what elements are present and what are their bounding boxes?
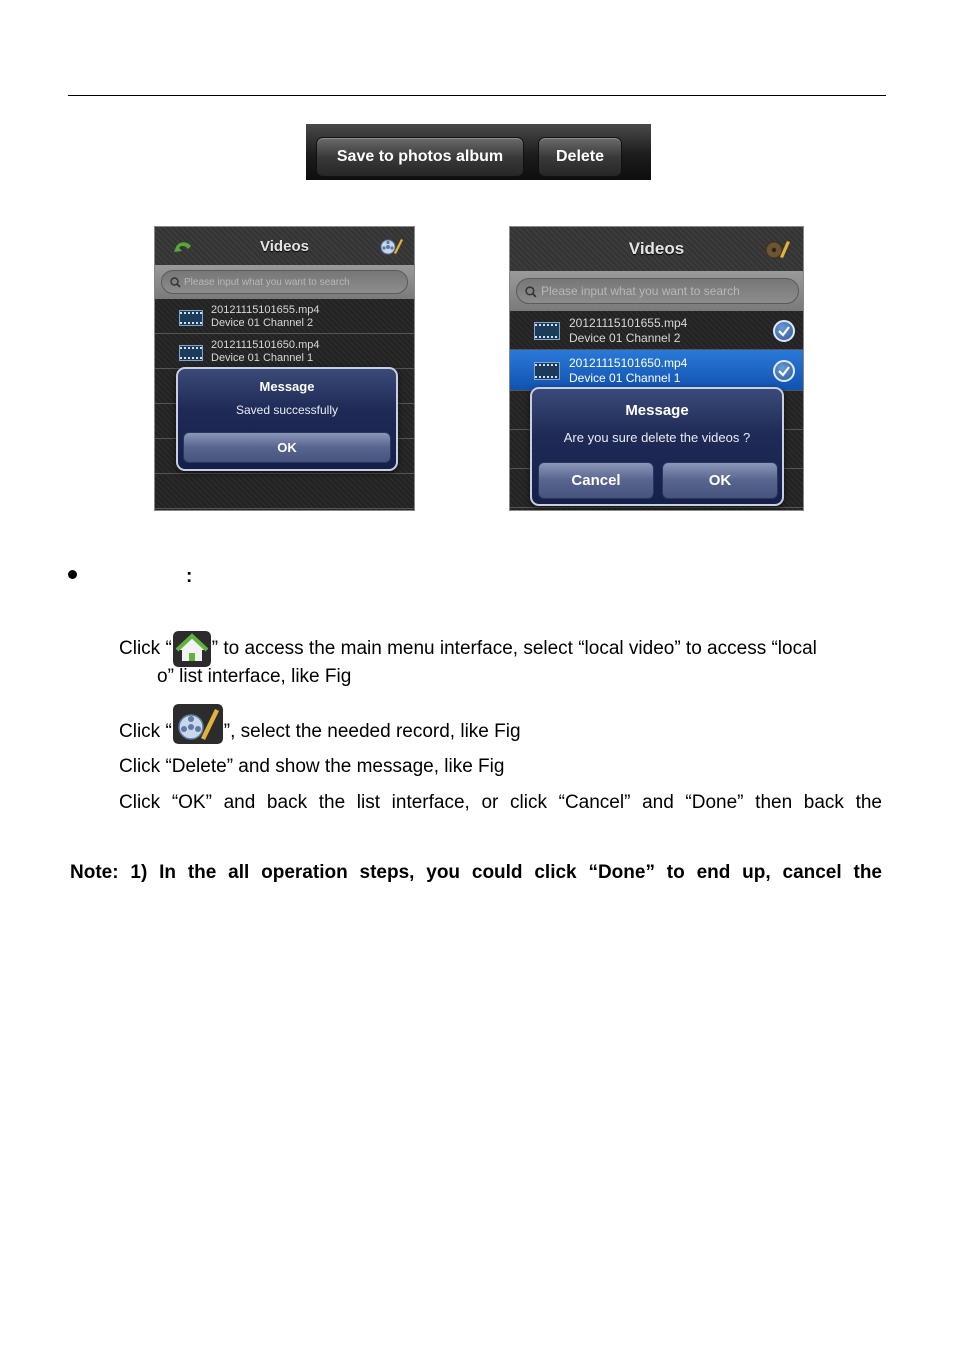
checkmark-icon[interactable] bbox=[773, 360, 795, 382]
list-item[interactable] bbox=[510, 311, 803, 350]
step-1-continued: o” list interface, like Fig bbox=[157, 666, 352, 687]
dialog-message: Are you sure delete the videos ? bbox=[563, 430, 751, 445]
search-icon bbox=[170, 277, 181, 288]
screen-saved-successfully bbox=[154, 226, 415, 511]
item-filename: 20121115101650.mp4 bbox=[211, 339, 320, 351]
nav-bar bbox=[155, 227, 414, 266]
item-device: Device 01 Channel 1 bbox=[211, 352, 314, 365]
search-input[interactable] bbox=[516, 278, 799, 304]
step-text: ” to access the main menu interface, select “local video” to access “local bbox=[211, 638, 817, 659]
save-to-album-button[interactable]: Save to photos album bbox=[316, 137, 524, 177]
search-bar bbox=[155, 265, 414, 299]
home-icon bbox=[173, 631, 211, 667]
search-bar bbox=[510, 271, 803, 311]
video-edit-icon[interactable] bbox=[380, 237, 404, 255]
back-arrow-icon[interactable] bbox=[173, 238, 195, 254]
step-2 bbox=[119, 700, 521, 744]
step-3: Click “Delete” and show the message, like Fig bbox=[119, 756, 505, 777]
confirm-dialog bbox=[530, 387, 784, 506]
page-title: Videos bbox=[260, 237, 309, 255]
item-filename: 20121115101655.mp4 bbox=[569, 316, 688, 330]
bullet bbox=[68, 570, 77, 579]
search-placeholder: Please input what you want to search bbox=[541, 284, 740, 298]
dialog-title: Message bbox=[259, 379, 315, 394]
message-dialog bbox=[176, 367, 398, 471]
search-input[interactable] bbox=[161, 270, 408, 294]
toolbar-screenshot bbox=[306, 124, 651, 180]
list-item-empty bbox=[155, 474, 414, 509]
list-item-selected[interactable] bbox=[510, 350, 803, 391]
step-text: ”, select the needed record, like Fig bbox=[223, 721, 521, 742]
cancel-button[interactable]: Cancel bbox=[538, 462, 654, 499]
screen-confirm-delete bbox=[509, 226, 804, 511]
step-4: Click “OK” and back the list interface, or click “Cancel” and “Done” then back the bbox=[119, 792, 882, 813]
nav-bar bbox=[510, 227, 803, 272]
item-filename: 20121115101650.mp4 bbox=[569, 356, 688, 370]
item-filename: 20121115101655.mp4 bbox=[211, 304, 320, 316]
video-file-icon bbox=[534, 322, 560, 340]
video-edit-icon bbox=[173, 704, 223, 744]
list-item[interactable] bbox=[155, 334, 414, 369]
list-item[interactable] bbox=[155, 299, 414, 334]
search-icon bbox=[525, 286, 537, 298]
section-heading: : bbox=[186, 566, 193, 587]
search-placeholder: Please input what you want to search bbox=[184, 276, 350, 288]
step-text: Click “ bbox=[119, 638, 172, 659]
ok-button[interactable]: OK bbox=[662, 462, 778, 499]
item-device: Device 01 Channel 1 bbox=[569, 370, 681, 385]
note: Note: 1) In the all operation steps, you could click “Done” to end up, cancel the bbox=[70, 862, 882, 883]
ok-button[interactable]: OK bbox=[183, 432, 391, 463]
item-device: Device 01 Channel 2 bbox=[569, 330, 681, 345]
video-file-icon bbox=[534, 362, 560, 380]
header-rule bbox=[68, 95, 886, 96]
delete-button[interactable]: Delete bbox=[538, 137, 622, 177]
item-device: Device 01 Channel 2 bbox=[211, 317, 314, 330]
checkmark-icon[interactable] bbox=[773, 320, 795, 342]
dialog-title: Message bbox=[625, 402, 689, 419]
dialog-message: Saved successfully bbox=[235, 403, 339, 417]
page-title: Videos bbox=[628, 239, 685, 258]
video-file-icon bbox=[179, 345, 203, 361]
step-text: Click “ bbox=[119, 721, 172, 742]
video-edit-icon[interactable] bbox=[765, 239, 791, 259]
video-file-icon bbox=[179, 310, 203, 326]
step-1 bbox=[119, 631, 882, 667]
